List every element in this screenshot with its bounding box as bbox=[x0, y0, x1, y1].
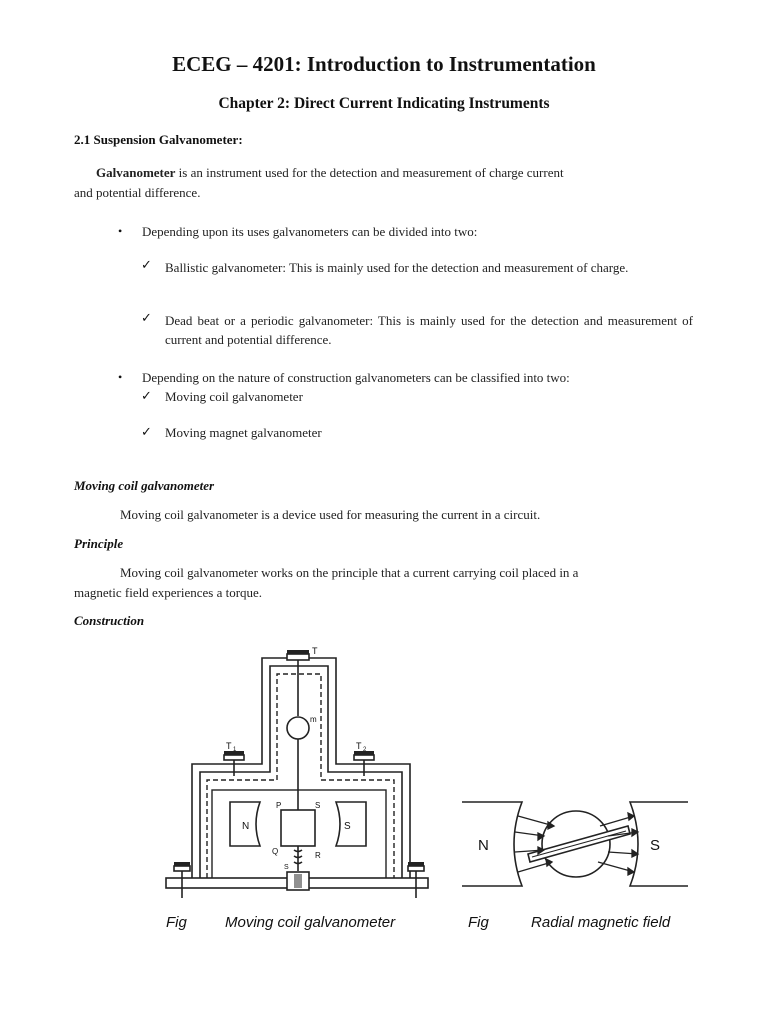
label-pole-s: S bbox=[344, 821, 351, 832]
label-pole-n: N bbox=[478, 837, 489, 854]
figure-2-caption bbox=[468, 914, 670, 931]
checkmark-icon: ✓ bbox=[141, 388, 152, 403]
figure-1-caption bbox=[166, 914, 395, 931]
list-item: Moving coil galvanometer bbox=[165, 389, 303, 404]
checkmark-icon: ✓ bbox=[141, 257, 152, 272]
bullet-icon: • bbox=[118, 224, 123, 238]
list-item: Moving magnet galvanometer bbox=[165, 425, 322, 440]
label-t2-subscript: 2 bbox=[363, 747, 367, 753]
figure-2-caption-text: Radial magnetic field bbox=[531, 914, 671, 931]
label-pole-s: S bbox=[650, 837, 661, 854]
subheading-principle: Principle bbox=[74, 536, 124, 551]
paragraph-line: magnetic field experiences a torque. bbox=[74, 585, 263, 600]
intro-term: Galvanometer bbox=[96, 165, 176, 180]
chapter-heading: Chapter 2: Direct Current Indicating Instruments bbox=[218, 95, 550, 112]
section-heading: 2.1 Suspension Galvanometer: bbox=[74, 132, 243, 147]
label-t2: T bbox=[356, 741, 362, 751]
checkmark-icon: ✓ bbox=[141, 424, 152, 439]
label-q: Q bbox=[272, 847, 279, 856]
intro-line-2: and potential difference. bbox=[74, 185, 201, 200]
bullet-icon: • bbox=[118, 370, 123, 384]
label-t: T bbox=[312, 646, 318, 656]
label-spring: S bbox=[284, 864, 289, 871]
checkmark-icon: ✓ bbox=[141, 310, 152, 325]
label-t1: T bbox=[226, 741, 232, 751]
moving-coil-galvanometer-diagram bbox=[160, 636, 440, 946]
list-item: Ballistic galvanometer: This is mainly used for the detection and measurement of charge. bbox=[165, 260, 629, 275]
paragraph-line: Moving coil galvanometer works on the principle that a current carrying coil placed in a bbox=[120, 565, 579, 580]
radial-magnetic-field-diagram bbox=[458, 796, 694, 892]
subheading-construction: Construction bbox=[74, 613, 145, 628]
intro-text: is an instrument used for the detection and measurement of charge current bbox=[175, 165, 564, 180]
bullet-text: Depending on the nature of construction galvanometers can be classified into two: bbox=[142, 370, 570, 385]
figure-2-fig-label: Fig bbox=[468, 914, 489, 931]
figure-1-fig-label: Fig bbox=[166, 914, 187, 931]
label-coil-s: S bbox=[315, 801, 321, 810]
paragraph: Moving coil galvanometer is a device used for measuring the current in a circuit. bbox=[120, 507, 541, 522]
label-mirror: m bbox=[310, 715, 317, 724]
label-p: P bbox=[276, 801, 282, 810]
list-item: Dead beat or a periodic galvanometer: This is mainly used for the detection and measurement of current and potential difference. bbox=[165, 313, 693, 347]
label-t1-subscript: 1 bbox=[233, 747, 237, 753]
figure-1-caption-text: Moving coil galvanometer bbox=[225, 914, 396, 931]
bullet-text: Depending upon its uses galvanometers can be divided into two: bbox=[142, 224, 478, 239]
label-r: R bbox=[315, 851, 321, 860]
intro-line-1 bbox=[96, 165, 564, 181]
subheading-moving-coil: Moving coil galvanometer bbox=[74, 478, 215, 493]
label-pole-n: N bbox=[242, 821, 250, 832]
document-title: ECEG – 4201: Introduction to Instrumentation bbox=[172, 52, 596, 76]
